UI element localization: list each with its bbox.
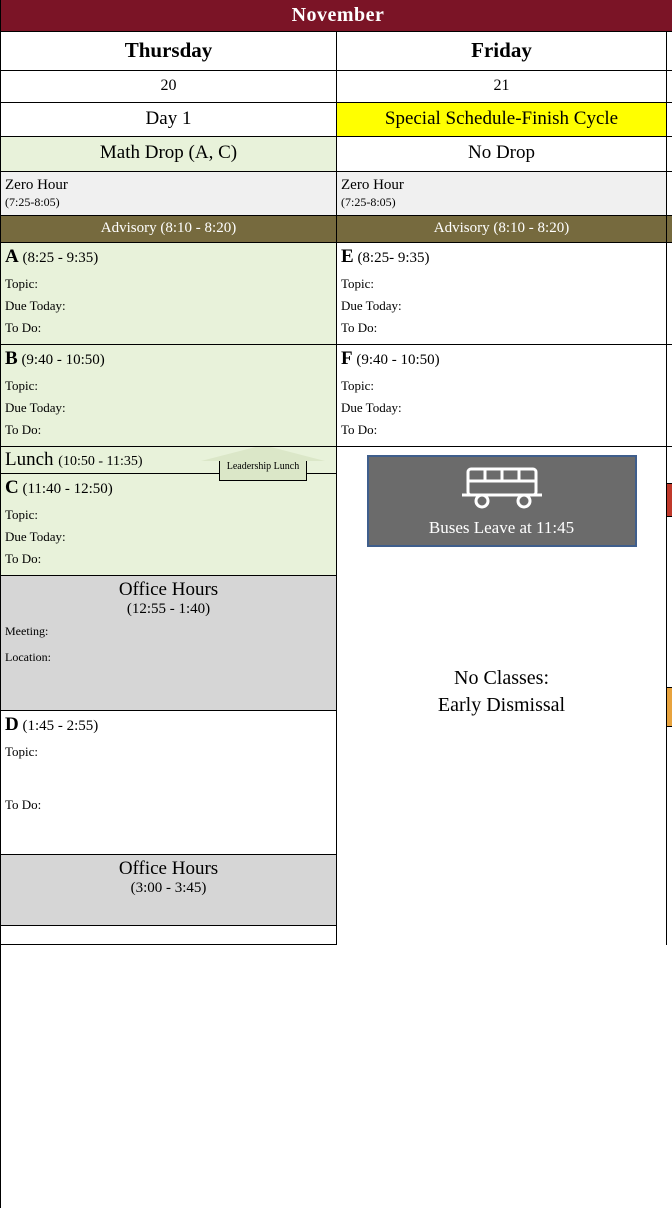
block-e-topic[interactable]: Topic:: [341, 275, 375, 291]
office-hours-1: [1, 576, 336, 711]
block-d-to-do[interactable]: To Do:: [5, 796, 42, 812]
month-header-row: [0, 0, 672, 32]
thursday-next-row-partial: [1, 926, 336, 945]
zero-hour-label: Zero Hour: [5, 177, 68, 193]
date-thursday: 20: [0, 71, 336, 103]
date-row: [0, 71, 672, 103]
block-b-topic[interactable]: Topic:: [5, 377, 39, 393]
day-name-thursday: Thursday: [0, 32, 336, 71]
edge-cell: [666, 216, 672, 243]
advisory-thursday: Advisory (8:10 - 8:20): [0, 216, 336, 243]
block-c-to-do[interactable]: To Do:: [5, 550, 42, 566]
thursday-afternoon-stack: [0, 447, 336, 945]
advisory-row: [0, 216, 672, 243]
lunch-label: Lunch: [5, 448, 54, 470]
edge-white-2: [667, 517, 672, 688]
block-a-time: (8:25 - 9:35): [22, 249, 99, 266]
block-f: [336, 345, 666, 447]
edge-cell: [666, 172, 672, 216]
leadership-lunch-tag: [201, 447, 325, 483]
zero-hour-row: [0, 172, 672, 216]
lunch-time: (10:50 - 11:35): [58, 453, 143, 469]
bus-notice-label: Buses Leave at 11:45: [428, 517, 575, 537]
edge-red: [667, 484, 672, 517]
edge-cell: [666, 137, 672, 172]
zero-hour-time: (7:25-8:05): [341, 194, 396, 209]
drop-note-friday: No Drop: [336, 137, 666, 172]
schedule-note-thursday: Day 1: [0, 103, 336, 137]
office-hours-1-location[interactable]: Location:: [5, 649, 51, 664]
block-d-blank-line[interactable]: [5, 762, 332, 793]
office-hours-1-time: (12:55 - 1:40): [126, 600, 211, 617]
edge-cell: [666, 345, 672, 447]
day-name-row: [0, 32, 672, 71]
block-d-time: (1:45 - 2:55): [22, 717, 99, 734]
no-classes-notice: [337, 547, 666, 719]
block-f-header: [341, 349, 662, 368]
office-hours-2: [1, 855, 336, 926]
office-hours-1-title: Office Hours: [118, 578, 219, 600]
schedule-note-friday: Special Schedule-Finish Cycle: [336, 103, 666, 137]
lunch-thursday: [1, 447, 336, 474]
block-d: [1, 711, 336, 855]
block-b-time: (9:40 - 10:50): [21, 351, 105, 368]
block-b-letter: B: [5, 347, 18, 369]
bus-icon: [454, 463, 550, 511]
block-f-due-today[interactable]: Due Today:: [341, 399, 402, 415]
bus-notice: [367, 455, 637, 547]
zero-hour-label: Zero Hour: [341, 177, 404, 193]
day-name-friday: Friday: [336, 32, 666, 71]
no-classes-line-2: Early Dismissal: [437, 693, 566, 716]
block-a: [0, 243, 336, 345]
advisory-friday: Advisory (8:10 - 8:20): [336, 216, 666, 243]
block-b-due-today[interactable]: Due Today:: [5, 399, 66, 415]
block-a-due-today[interactable]: Due Today:: [5, 297, 66, 313]
edge-white-1: [667, 447, 672, 484]
block-d-letter: D: [5, 713, 19, 735]
block-row-1: [0, 243, 672, 345]
block-e-to-do[interactable]: To Do:: [341, 319, 378, 335]
block-d-header: [5, 715, 332, 734]
block-c-time: (11:40 - 12:50): [22, 480, 113, 497]
edge-cell: [666, 103, 672, 137]
edge-orange: [667, 688, 672, 727]
block-e-time: (8:25- 9:35): [357, 249, 430, 266]
block-f-topic[interactable]: Topic:: [341, 377, 375, 393]
office-hours-2-title: Office Hours: [118, 857, 219, 879]
block-c-topic[interactable]: Topic:: [5, 506, 39, 522]
edge-cell: [666, 32, 672, 71]
block-a-header: [5, 247, 332, 266]
month-title: November: [4, 0, 672, 32]
block-a-letter: A: [5, 245, 19, 267]
bus-notice-wrap: [337, 447, 666, 547]
block-f-time: (9:40 - 10:50): [356, 351, 440, 368]
block-d-topic[interactable]: Topic:: [5, 743, 39, 759]
afternoon-row: [0, 447, 672, 945]
block-row-2: [0, 345, 672, 447]
edge-cell: [666, 243, 672, 345]
office-hours-1-meeting[interactable]: Meeting:: [5, 623, 49, 638]
leadership-lunch-label: Leadership Lunch: [219, 461, 307, 481]
block-e-letter: E: [341, 245, 354, 267]
friday-afternoon-stack: [336, 447, 666, 945]
block-e-due-today[interactable]: Due Today:: [341, 297, 402, 313]
block-f-letter: F: [341, 347, 353, 369]
block-b: [0, 345, 336, 447]
block-c-letter: C: [5, 476, 19, 498]
edge-white-3: [667, 727, 672, 877]
block-c: [1, 474, 336, 576]
schedule-note-row: [0, 103, 672, 137]
edge-cell: [666, 71, 672, 103]
zero-hour-friday: [336, 172, 666, 216]
block-a-to-do[interactable]: To Do:: [5, 319, 42, 335]
block-e-header: [341, 247, 662, 266]
no-classes-line-1: No Classes:: [454, 666, 549, 689]
block-b-to-do[interactable]: To Do:: [5, 421, 42, 437]
drop-note-row: [0, 137, 672, 172]
block-b-header: [5, 349, 332, 368]
zero-hour-time: (7:25-8:05): [5, 194, 60, 209]
tag-roof-shape: [201, 447, 325, 461]
office-hours-2-time: (3:00 - 3:45): [130, 879, 207, 896]
block-e: [336, 243, 666, 345]
drop-note-thursday: Math Drop (A, C): [0, 137, 336, 172]
block-f-to-do[interactable]: To Do:: [341, 421, 378, 437]
zero-hour-thursday: [0, 172, 336, 216]
block-c-due-today[interactable]: Due Today:: [5, 528, 66, 544]
block-a-topic[interactable]: Topic:: [5, 275, 39, 291]
date-friday: 21: [336, 71, 666, 103]
edge-strip-column: [666, 447, 672, 945]
